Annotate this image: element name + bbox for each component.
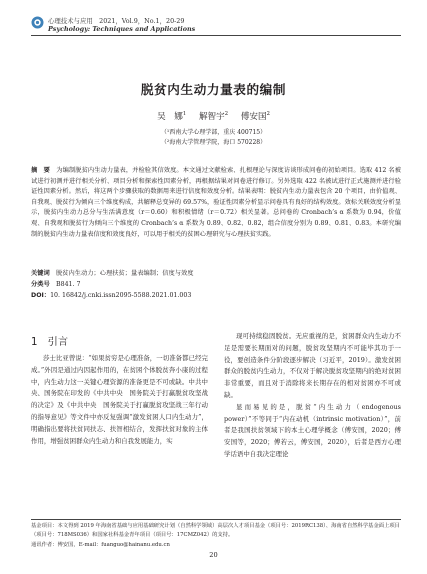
affiliation: （²海南大学管理学院，海口 570228） bbox=[160, 139, 267, 146]
right-column bbox=[224, 331, 401, 461]
author-name: 吴 娜$^1$ bbox=[157, 111, 187, 122]
page-number: 20 bbox=[209, 551, 218, 559]
author-list bbox=[0, 110, 427, 122]
affiliation: （¹西南大学心理学部，重庆 400715） bbox=[160, 129, 267, 136]
footnote bbox=[31, 522, 401, 550]
paper-title: 脱贫内生动力量表的编制 bbox=[140, 82, 287, 97]
left-column bbox=[31, 353, 208, 447]
abstract bbox=[31, 166, 401, 240]
author-name: 傅安国$^2$ bbox=[240, 111, 270, 122]
paragraph: 莎士比亚曾说：“如果贫穷是心理准备，一切准备都已经完成。”外因是通过内因起作用的，在贫困个体脱贫奔小康的过程中，内生动力这一关键心理资源的准备更是不可或缺。中共中央、国务院在印发的《中共中央 国务院关于打赢脱贫攻坚战的决定》及《中共中央 国务院关于打赢脱贫攻坚战三年行动的指导意见》等文件中亦反复强调“激发贫困人口内生动力”，明确指出要将扶贫同扶志、扶智相结合，发挥扶贫对象的主体作用，增强贫困群众内生动力和自我发展能力，实 bbox=[31, 354, 208, 445]
footnote-rule bbox=[31, 519, 401, 520]
journal-header-en: Psychology: Techniques and Applications bbox=[48, 25, 196, 34]
doi bbox=[31, 291, 401, 302]
keywords-text: 脱贫内生动力；心理扶贫；量表编制；信度与效度 bbox=[56, 270, 194, 277]
journal-logo-icon bbox=[31, 16, 44, 29]
class-text: B841. 7 bbox=[56, 281, 81, 288]
funding-note: 基金项目：本文得到 2019 年海南省基础与应用基础研究计划（自然科学领域）高层次人才项目基金（项目号：2019RC138）、海南省自然科学基金面上项目（项目号：718MS036）和国家社科基金青年项目（项目号：17CMZ042）的支持。 bbox=[31, 523, 400, 539]
keywords bbox=[31, 269, 401, 280]
journal-header bbox=[48, 17, 195, 34]
journal-header-cn: 心理技术与应用 2021，Vol.9，No.1，20-29 bbox=[48, 17, 185, 25]
keywords-label: 关键词 bbox=[31, 270, 50, 277]
paragraph: 显而易见的是，脱贫“内生动力（endogenous power）”不等同于“内在动机（intrinsic motivation）”，前者是我国扶贫领域下的本土心理学概念（傅安国，2020；傅安国等，2020；傅若云，傅安国，2020），后者是西方心理学话语中自我决定理论 bbox=[224, 402, 401, 458]
doi-text: 10. 16842/j.cnki.issn2095-5588.2021.01.003 bbox=[50, 292, 192, 299]
abstract-text: 为编制脱贫内生动力量表，并检验其信效度。本文通过文献检索、扎根理论与深度访谈形成问卷的初始项目。选取 412 名被试进行初测并进行相关分析、项目分析和探索性因素分析，再根据结果对问卷进行修订。另外选取 422 名被试进行正式施测并进行验证性因素分析。然后，将这两个步骤获取的数据用来进行信度和效度分析。结果表明：脱贫内生动力量表包含 20 个项目，由价值观、自我观、脱贫行为倾向三个维度构成，共解释总变异的 69.57%，验证性因素分析显示问卷具有良好的结构效度。效标关联效度分析显示，脱贫内生动力总分与生活满意度（r＝0.60）和积极情绪（r＝0.72）相关显著。总问卷的 Cronbach’s α 系数为 0.94，价值观、自我观和脱贫行为倾向三个维度的 Cronbach’s α 系数为 0.89、0.82、0.82，组合信度分别为 0.89、0.81、0.83。本研究编制的脱贫内生动力量表信度和效度良好，可以用于相关的贫困心理研究与心理扶贫实践。 bbox=[31, 167, 402, 238]
section-title: 引言 bbox=[47, 337, 69, 348]
paragraph: 现可持续稳固脱贫。无应重视的是，贫困群众内生动力不足是需要长期面对的问题，脱贫攻坚期内不可能毕其功于一役，要创造条件分阶段逐步解决（习近平，2019）。激发贫困群众的脱贫内生动力，不仅对于解决脱贫攻坚期内的绝对贫困非常重要，而且对于消除将来长期存在的相对贫困亦不可或缺。 bbox=[224, 332, 401, 399]
correspondence-note: 通讯作者：傅安国，E-mail：fuanguo@hainanu.edu.cn bbox=[31, 541, 170, 548]
classification-number bbox=[31, 280, 401, 291]
doi-label: DOI： bbox=[31, 292, 51, 299]
section-heading bbox=[31, 333, 68, 348]
class-label: 分类号 bbox=[31, 281, 50, 288]
abstract-label: 摘 要 bbox=[31, 167, 50, 174]
author-name: 解智宇$^2$ bbox=[198, 111, 229, 122]
section-number: 1 bbox=[31, 337, 38, 348]
header-rule bbox=[31, 35, 401, 36]
